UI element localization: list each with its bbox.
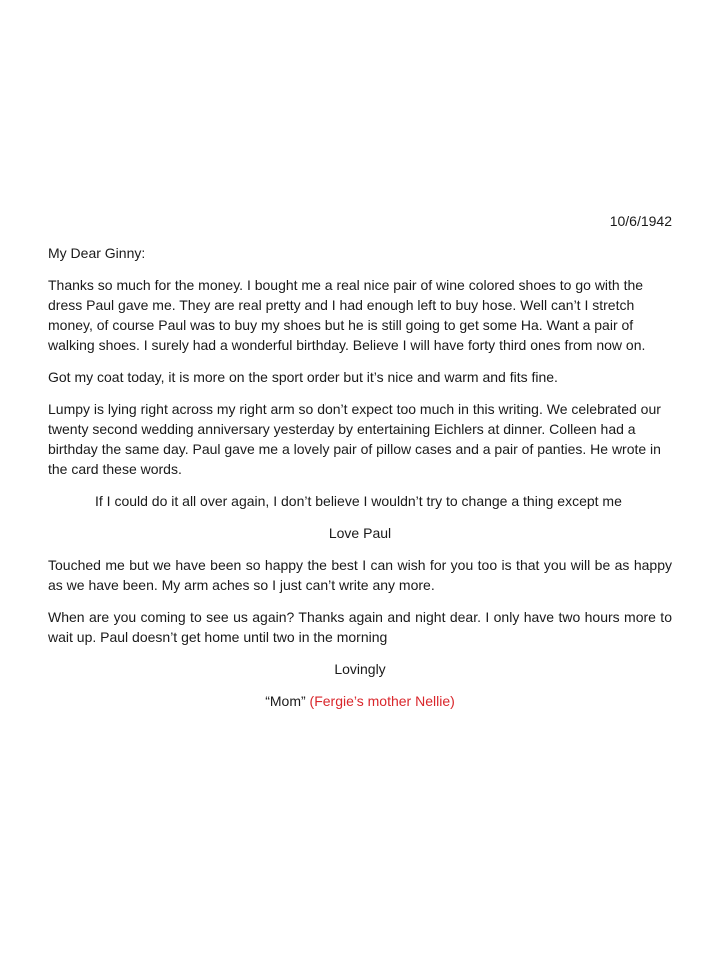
quote-signoff: Love Paul (328, 525, 392, 541)
salutation: My Dear Ginny: (48, 245, 146, 261)
letter-date: 10/6/1942 (609, 213, 672, 229)
signature-annotation: (Fergie’s mother Nellie) (309, 693, 455, 709)
paragraph-visit: When are you coming to see us again? Thanks again and night dear. I only have two hours more to wait up. Paul doesn’t get home until two in the morning (48, 609, 672, 645)
paragraph-coat: Got my coat today, it is more on the sport order but it’s nice and warm and fits fine. (48, 369, 558, 385)
closing: Lovingly (334, 661, 386, 677)
signature-line (48, 691, 672, 711)
paragraph-anniversary: Lumpy is lying right across my right arm so don’t expect too much in this writing. We celebrated our twenty second wedding anniversary yesterday by entertaining Eichlers at dinner. Colleen had a birthday the same day. Paul gave me a lovely pair of pillow cases and a pair of panties. He wrote in the card these words. (48, 401, 661, 477)
paragraph-money: Thanks so much for the money. I bought me a real nice pair of wine colored shoes to go with the dress Paul gave me. They are real pretty and I had enough left to buy hose. Well can’t I stretch money, of course Paul was to buy my shoes but he is still going to get some Ha. Want a pair of walking shoes. I surely had a wonderful birthday. Believe I will have forty third ones from now on. (48, 277, 646, 353)
quoted-card-text: If I could do it all over again, I don’t believe I wouldn’t try to change a thing except me (95, 493, 622, 509)
paragraph-touched: Touched me but we have been so happy the best I can wish for you too is that you will be as happy as we have been. My arm aches so I just can’t write any more. (48, 557, 672, 593)
signature: “Mom” (265, 693, 306, 709)
letter-body (48, 211, 672, 723)
